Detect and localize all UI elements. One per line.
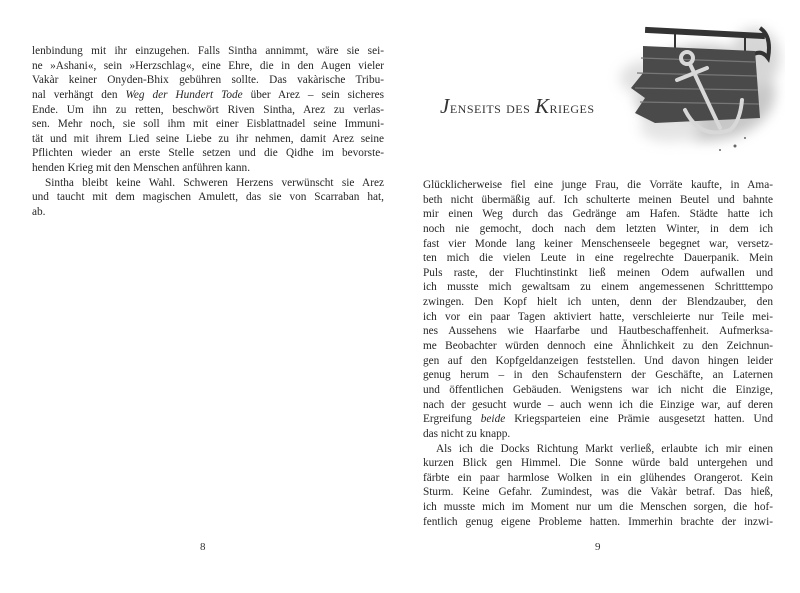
text-line: ich musste mich gewaltsam zu einem angemessenen Schritttempo [423, 281, 773, 294]
title-text: rieges [549, 98, 595, 117]
text-line: mir einen Weg durch das Gedränge am Hafen. Städte hatte ich [423, 208, 773, 221]
text-line: nes Aussehens wie Haarfarbe und Hautbeschaffenheit. Aufmerksa- [423, 325, 773, 338]
title-text: enseits des [449, 98, 535, 117]
text-line: noch nie gemocht, doch nach dem letzten Winter, in dem ich [423, 222, 773, 235]
text-line: nach der gesucht wurde – auch wenn ich die Einzige war, auf deren [423, 398, 773, 411]
text-line: Glücklicherweise fiel eine junge Frau, die Vorräte kaufte, in Ama- [423, 179, 773, 191]
text-line: färbte ein paar harmlose Wolken in ein glühendes Orangerot. Kein [423, 471, 773, 484]
text-line [32, 88, 384, 103]
text-line: und öffentlichen Gebäuden. Wenigstens war ich nicht die Einzige, [423, 383, 773, 396]
text-line: und taucht mit dem magischen Amulett, das sie von Scarraban hat, [32, 191, 384, 204]
text-line: beth nicht übermäßig auf. Ich schulterte meinen Beutel und bahnte [423, 193, 773, 206]
text-line: ne »Ashani«, sein »Herzschlag«, eine Ehre, die in den Augen vieler [32, 59, 384, 72]
text-line: sen. Mehr noch, sie soll ihm mit einer Eisblattnadel seine Immuni- [32, 118, 384, 131]
text-line: lenbindung mit ihr einzugehen. Falls Sintha annimmt, wäre sie sei- [32, 45, 384, 57]
text-line: Vakàr keiner Onyden-Bhix gebühren sollte. Das vakàrische Tribu- [32, 74, 384, 87]
text-line: genug herum – in den Schaufenstern der Geschäfte, an Laternen [423, 369, 773, 382]
italic-title: Weg der Hundert Tode [125, 88, 243, 101]
text-segment: Kriegsparteien eine Prämie ausgesetzt hatten. Und [505, 413, 773, 426]
text-line: henden Krieg mit den Menschen anführen kann. [32, 162, 251, 175]
page-number: 9 [595, 541, 601, 553]
text-line: das nicht zu knapp. [423, 427, 511, 440]
text-line: fast vier Monde lang keiner Menschenseele begegnet war, versetz- [423, 237, 773, 250]
text-line: fentlich genug eigene Probleme hatten. Immerhin brachte der inzwi- [423, 515, 773, 528]
title-initial: K [535, 94, 550, 118]
text-line: kurzen Blick gen Himmel. Die Sonne würde bald untergehen und [423, 457, 773, 470]
text-line: ten mich die vielen Leute in eine regelrechte Dauerpanik. Mein [423, 252, 773, 265]
title-initial: J [440, 94, 450, 118]
text-line: Pflichten wieder an erste Stelle setzen und die Qidhe im bevorste- [32, 147, 384, 160]
text-segment: nal verhängt den [32, 88, 126, 101]
page-number: 8 [200, 541, 206, 553]
anchor-sign-icon [595, 18, 785, 158]
text-line: tät und mit ihrem Lied seine Liebe zu ihr nehmen, damit Arez seine [32, 132, 384, 145]
text-line: zwingen. Den Kopf hielt ich unten, denn der Blendzauber, den [423, 296, 773, 309]
italic-word: beide [480, 413, 506, 426]
right-page-body [423, 178, 773, 529]
text-line: Als ich die Docks Richtung Markt verließ, erlaubte ich mir einen [436, 442, 773, 455]
text-line: Sintha bleibt keine Wahl. Schweren Herzens verwünscht sie Arez [45, 176, 384, 189]
left-page-body [32, 44, 384, 220]
text-line: gen auf den Kopfgeldanzeigen feststellen. Und davon hingen leider [423, 354, 773, 367]
text-line: Ende. Um ihn zu retten, beschwört Riven Sintha, Arez zu verlas- [32, 103, 384, 116]
text-line: ich vor ein paar Tagen aktiviert hatte, verschleierte nur Teile mei- [423, 310, 773, 323]
text-line: me Beobachter würden dennoch eine Ähnlichkeit zu den Zeichnun- [423, 340, 773, 353]
text-line: Sturm. Keine Gefahr. Zumindest, was die Vakàr betraf. Das hieß, [423, 486, 773, 499]
chapter-title [440, 94, 595, 119]
text-segment: Ergreifung [423, 413, 481, 426]
text-line: ab. [32, 206, 46, 219]
text-line: ich musste mich im Moment nur um die Menschen sorgen, die hof- [423, 501, 773, 514]
text-line [423, 412, 773, 427]
text-line: Puls raste, der Fluchtinstinkt ließ meinen Odem aufwallen und [423, 266, 773, 279]
text-segment: über Arez – sein sicheres [242, 88, 385, 101]
